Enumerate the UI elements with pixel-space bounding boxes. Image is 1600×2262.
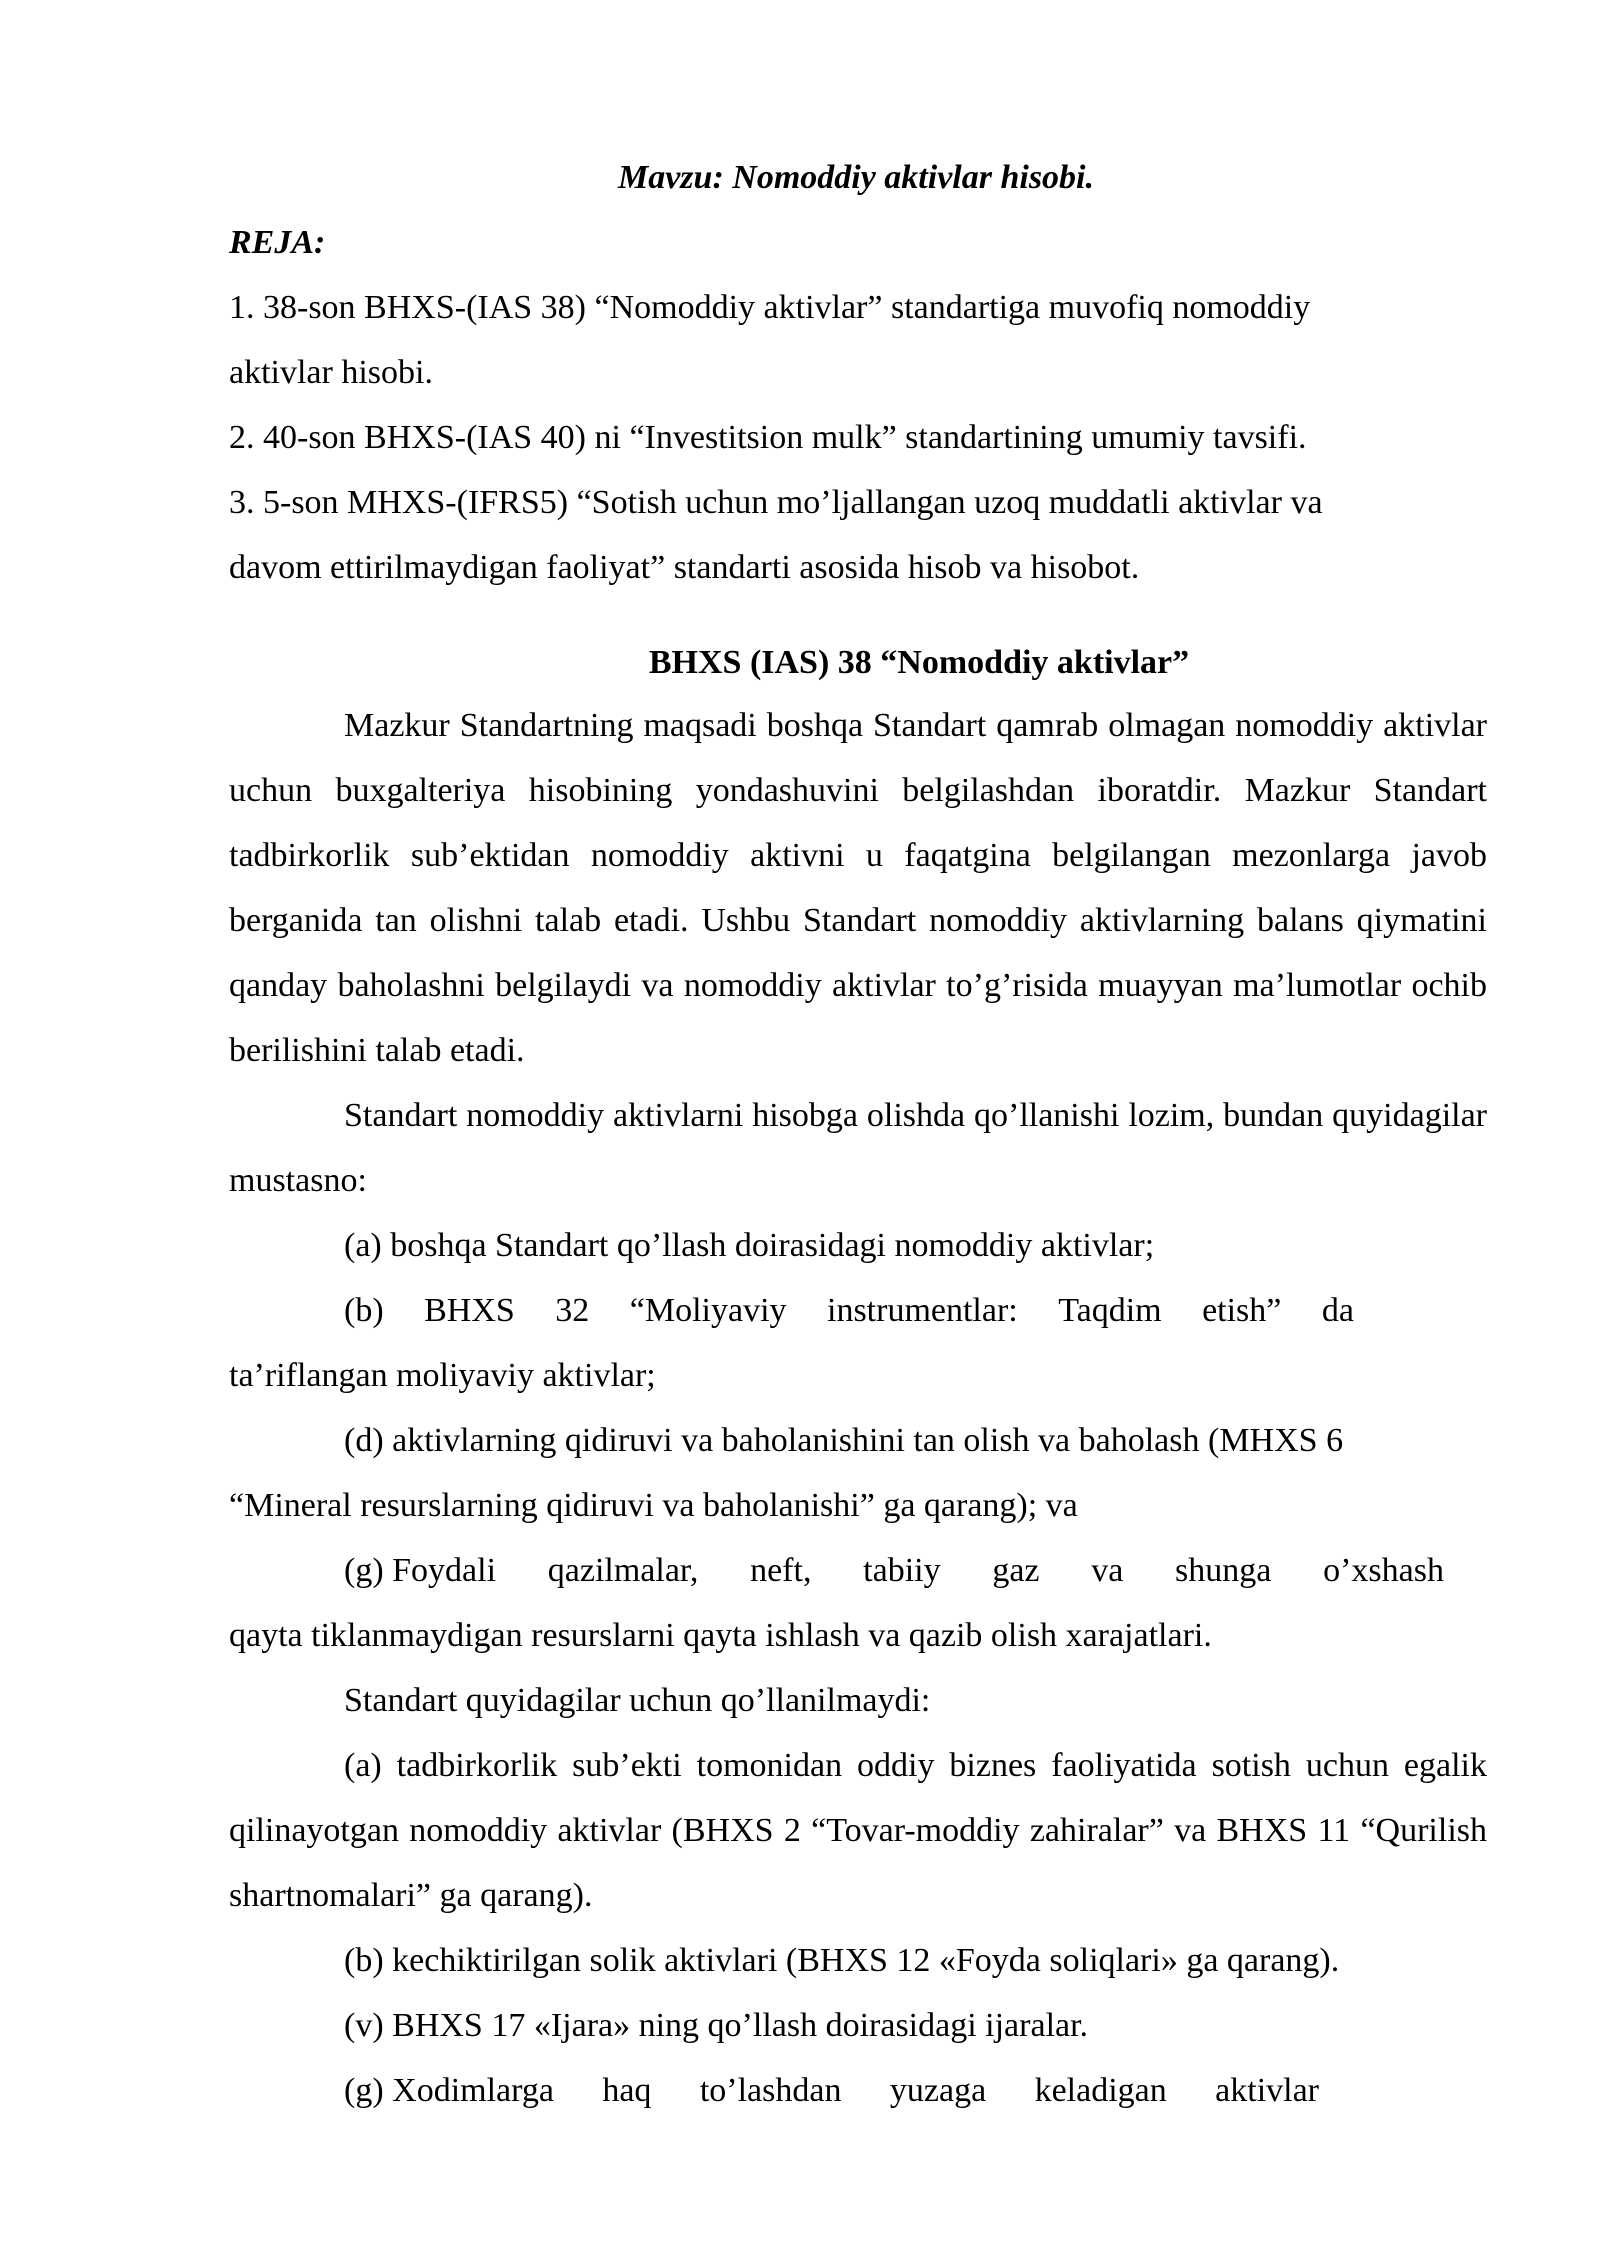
scope-item-g-word: o’xshash: [1323, 1552, 1444, 1589]
scope-item-a: (a) boshqa Standart qo’llash doirasidagi nomoddiy aktivlar;: [344, 1227, 1155, 1264]
scope-item-b-word: Taqdim: [1058, 1292, 1162, 1329]
scope-item-b-word: 32: [555, 1292, 590, 1329]
exclusion-item-g-line-1: [344, 2058, 1319, 2123]
scope-item-b-word: (b): [344, 1292, 384, 1329]
exclusion-item-b: (b) kechiktirilgan solik aktivlari (BHXS 12 «Foyda soliqlari» ga qarang).: [344, 1942, 1340, 1979]
scope-item-d-line-2: “Mineral resurslarning qidiruvi va baholanishi” ga qarang); va: [229, 1487, 1078, 1524]
scope-item-g-word: shunga: [1175, 1552, 1272, 1589]
plan-item-1: [229, 275, 1310, 405]
paragraph-scope-text: Standart nomoddiy aktivlarni hisobga olishda qo’llanishi lozim, bundan quyidagilar mustasno:: [229, 1097, 1487, 1199]
scope-item-d-line-1: (d) aktivlarning qidiruvi va baholanishini tan olish va baholash (MHXS 6: [344, 1422, 1344, 1459]
scope-item-b-word: “Moliyaviy: [629, 1292, 787, 1329]
plan-item-1-line-1: 1. 38-son BHXS-(IAS 38) “Nomoddiy aktivlar” standartiga muvofiq nomoddiy: [229, 289, 1311, 326]
scope-item-b-word: BHXS: [424, 1292, 515, 1329]
scope-item-g-word: gaz: [992, 1552, 1040, 1589]
scope-item-g-word: neft,: [750, 1552, 812, 1589]
plan-item-3: [229, 470, 1323, 600]
paragraph-not-applied: Standart quyidagilar uchun qo’llanilmaydi:: [344, 1682, 931, 1719]
paragraph-purpose-text: Mazkur Standartning maqsadi boshqa Standart qamrab olmagan nomoddiy aktivlar uchun buxgalteriya hisobining yondashuvini belgilashdan iboratdir. Mazkur Standart tadbirkorlik sub’ektidan nomoddiy aktivni u faqatgina belgilangan mezonlarga javob berganida tan olishni talab etadi. Ushbu Standart nomoddiy aktivlarning balans qiymatini qanday baholashni belgilaydi va nomoddiy aktivlar to’g’risida muayyan ma’lumotlar ochib berilishini talab etadi.: [229, 707, 1487, 1069]
scope-item-b-word: instrumentlar:: [827, 1292, 1018, 1329]
exclusion-item-v: (v) BHXS 17 «Ijara» ning qo’llash doirasidagi ijaralar.: [344, 2007, 1089, 2044]
exclusion-item-a-text: (a) tadbirkorlik sub’ekti tomonidan oddiy biznes faoliyatida sotish uchun egalik qilinayotgan nomoddiy aktivlar (BHXS 2 “Tovar-moddiy zahiralar” va BHXS 11 “Qurilish shartnomalari” ga qarang).: [229, 1747, 1487, 1914]
scope-item-g-word: (g) Foydali: [344, 1552, 497, 1589]
exclusion-item-g-word: keladigan: [1034, 2072, 1167, 2109]
scope-item-g-line-2: qayta tiklanmaydigan resurslarni qayta ishlash va qazib olish xarajatlari.: [229, 1617, 1212, 1654]
plan-item-3-line-2: davom ettirilmaydigan faoliyat” standarti asosida hisob va hisobot.: [229, 549, 1140, 586]
document-title: Mavzu: Nomoddiy aktivlar hisobi.: [617, 159, 1095, 196]
scope-item-g-word: tabiiy: [863, 1552, 941, 1589]
scope-item-g-word: qazilmalar,: [547, 1552, 699, 1589]
scope-item-g-line-1: [344, 1538, 1444, 1603]
section-heading: BHXS (IAS) 38 “Nomoddiy aktivlar”: [648, 644, 1190, 681]
scope-item-b-word: etish”: [1202, 1292, 1282, 1329]
exclusion-item-g-word: yuzaga: [889, 2072, 987, 2109]
exclusion-item-g-word: (g) Xodimlarga: [344, 2072, 554, 2109]
plan-item-3-line-1: 3. 5-son MHXS-(IFRS5) “Sotish uchun mo’ljallangan uzoq muddatli aktivlar va: [229, 484, 1323, 521]
plan-item-1-line-2: aktivlar hisobi.: [229, 354, 433, 391]
exclusion-item-g-word: aktivlar: [1215, 2072, 1319, 2109]
exclusion-item-a: [229, 1733, 1487, 1928]
paragraph-scope: [229, 1083, 1487, 1213]
plan-item-2: 2. 40-son BHXS-(IAS 40) ni “Investitsion mulk” standartining umumiy tavsifi.: [229, 419, 1307, 456]
exclusion-item-g-word: haq: [602, 2072, 652, 2109]
scope-item-g-word: va: [1091, 1552, 1124, 1589]
scope-item-b-word: da: [1321, 1292, 1354, 1329]
scope-item-b-line-2: ta’riflangan moliyaviy aktivlar;: [229, 1357, 656, 1394]
exclusion-item-g-word: to’lashdan: [699, 2072, 842, 2109]
paragraph-purpose: [229, 693, 1487, 1083]
plan-label: REJA:: [229, 224, 326, 261]
scope-item-b-line-1: [344, 1278, 1354, 1343]
